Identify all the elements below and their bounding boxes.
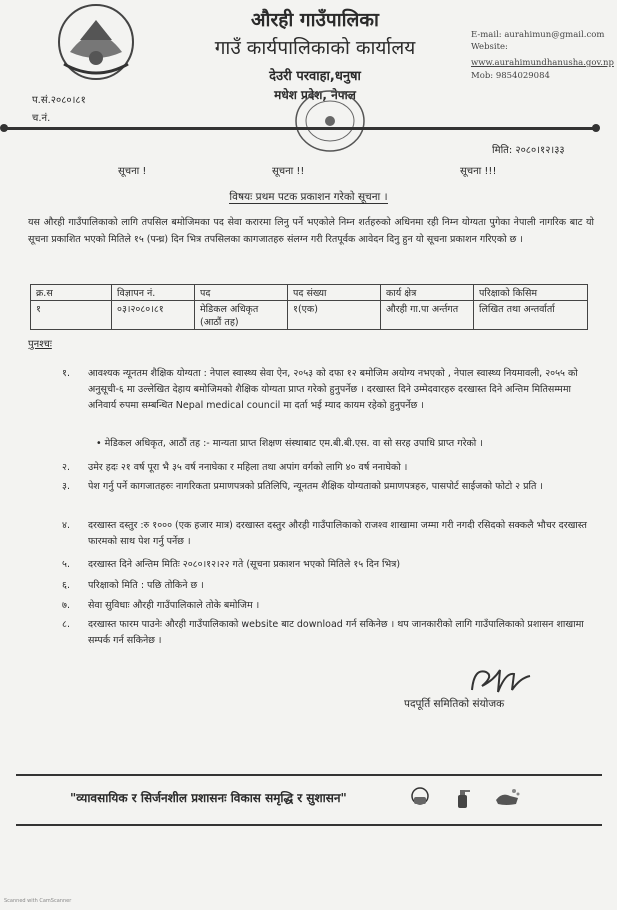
col-count: पद संख्या [288,285,381,301]
divider-cap-right [592,124,600,132]
condition-text: दरखास्त दिने अन्तिम मितिः २०८०।१२।२२ गते (सूचना प्रकाशन भएको मितिले १५ दिन भित्र) [88,559,401,570]
header-divider [4,127,596,130]
cell-advert-no: ०३।२०८०।८१ [112,301,195,330]
intro-paragraph: यस औरही गाउँपालिकाको लागि तपसिल बमोजिमका पद सेवा करारमा लिनु पर्ने भएकोले निम्न शर्तहरुको अधिनमा रही निम्न योग्यता पुगेका नेपाली नागरिक बाट यो सूचना प्रकाशित भएको मितिले १५ (पन्ध्र) दिन भित्र तपसिलका कागजातहरु संलग्न गरी रितपूर्वक आवेदन दिनु हुन यो सूचना प्रकाशन गरिएको छ । [28,217,594,245]
col-work-area: कार्य क्षेत्र [381,285,474,301]
condition-text: उमेर हदः २१ वर्ष पूरा भै ३५ वर्ष ननाघेका र महिला तथा अपांग वर्गको लागि ४० वर्ष ननाघेको । [88,462,408,473]
posts-table [30,284,588,330]
subject-line [0,190,617,204]
condition-text: पेश गर्नु पर्ने कागजातहरुः नागरिकता प्रमाणपत्रको प्रतिलिपि, न्यूनतम शैक्षिक योग्यताको प्रमाणपत्रहरु, पासपोर्ट साईजको फोटो २ प्रति । [88,481,544,492]
notice-word-3: सूचना !!! [460,166,497,177]
col-advert-no: विज्ञापन नं. [112,285,195,301]
condition-text: दरखास्त दस्तुर :रु १००० (एक हजार मात्र) दरखास्त दस्तुर औरही गाउँपालिकाको राजश्व शाखामा जम्मा गरी नगदी रसिदको सक्कलै भौचर दरखास्त फारमको साथ पेश गर्नु पर्नेछ । [88,520,587,547]
condition-number: ६. [62,580,70,591]
condition-number: ३. [62,481,70,492]
office-stamp-icon [293,88,367,154]
sanitizer-icon [450,786,474,810]
footer-divider-bottom [16,824,602,826]
cell-count: १(एक) [288,301,381,330]
office-address: देउरी परवाहा,धनुषा [269,69,361,84]
slogan: "व्यावसायिक र सिर्जनशील प्रशासनः विकास समृद्धि र सुशासन" [70,791,347,805]
qualification-text: मेडिकल अधिकृत, आठौं तह :- मान्यता प्राप्त शिक्षण संस्थाबाट एम.बी.बी.एस. वा सो सरह उपाधि प्राप्त गरेको । [104,438,483,449]
divider-cap-left [0,124,8,132]
cell-exam-type: लिखित तथा अन्तर्वार्ता [474,301,588,330]
condition-number: २. [62,462,70,473]
contact-website[interactable]: www.aurahimundhanusha.gov.np [471,58,614,68]
table-header-row [31,285,588,301]
conditions-heading: पुनश्चः [28,339,52,350]
footer-divider-top [16,774,602,776]
condition-text: दरखास्त फारम पाउनेः औरही गाउँपालिकाको website बाट download गर्न सकिनेछ । थप जानकारीको लागि गाउँपालिकाको प्रशासन शाखामा सम्पर्क गर्न सकिनेछ । [88,619,584,646]
nepal-emblem-icon [50,2,142,84]
handwash-icon [492,786,522,810]
cell-work-area: औरही गा.पा अर्न्तगत [381,301,474,330]
col-serial: क्र.स [31,285,112,301]
notice-word-2: सूचना !! [272,166,305,177]
signer-title: पदपूर्ति समितिको संयोजक [404,698,505,710]
reference-number: प.सं.२०८०।८१ [32,95,86,106]
col-exam-type: परिक्षाको किसिम [474,285,588,301]
office-name: गाउँ कार्यपालिकाको कार्यालय [214,37,416,59]
qualification-bullet: • मेडिकल अधिकृत, आठौं तह :- मान्यता प्राप्त शिक्षण संस्थाबाट एम.बी.बी.एस. वा सो सरह उपाधि प्राप्त गरेको । [96,438,483,449]
condition-text: परिक्षाको मिति : पछि तोकिने छ । [88,580,204,591]
condition-number: ५. [62,559,70,570]
col-post: पद [195,285,288,301]
dispatch-number: च.नं. [32,113,51,124]
condition-number: १. [62,368,70,379]
scanner-watermark: Scanned with CamScanner [4,898,72,904]
contact-website-label: Website: [471,42,508,52]
mask-icon [408,786,432,810]
cell-serial: १ [31,301,112,330]
municipality-name: औरही गाउँपालिका [251,9,379,31]
condition-number: ८. [62,619,70,630]
contact-email: E-mail: aurahimun@gmail.com [471,30,605,40]
notice-word-1: सूचना ! [118,166,147,177]
condition-text: आवश्यक न्यूनतम शैक्षिक योग्यता : नेपाल स्वास्थ्य सेवा ऐन, २०५३ को दफा १२ बमोजिम अयोग्य नभएको , नेपाल स्वास्थ्य नियमावली, २०५५ को अनुसूची-६ मा उल्लेखित देहाय बमोजिमको शैक्षिक योग्यता प्राप्त गरेको हुनुपर्नेछ । दरखास्त दिने उम्मेदवारहरु दरखास्त दिने अन्तिम मितिसम्ममा अनिवार्य रुपमा सम्बन्धित Nepal medical council मा दर्ता भई म्याद कायम रहेको हुनुपर्नेछ । [88,368,578,411]
table-row [31,301,588,330]
cell-post: मेडिकल अधिकृत (आठौं तह) [195,301,288,330]
condition-number: ७. [62,600,70,611]
condition-text: सेवा सुविधाः औरही गाउँपालिकाले तोके बमोजिम । [88,600,260,611]
province-name: मधेश प्रदेश, नेपाल [274,88,356,102]
condition-number: ४. [62,520,70,531]
subject-text: विषयः प्रथम पटक प्रकाशन गरेको सूचना । [229,191,388,203]
notice-date: मिति: २०८०।१२।३३ [492,145,565,156]
contact-mobile: Mob: 9854029084 [471,71,550,81]
